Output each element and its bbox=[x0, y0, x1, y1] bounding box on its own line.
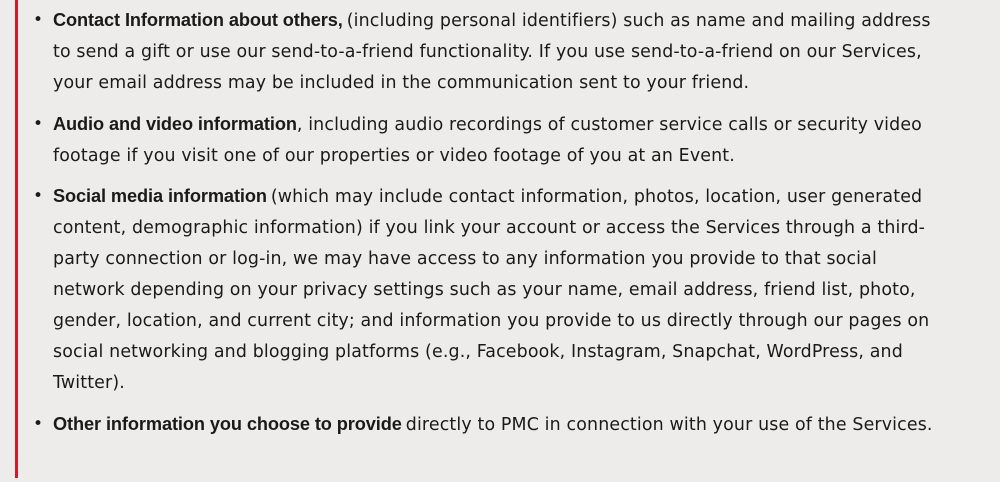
item-heading: Contact Information about others, bbox=[53, 10, 343, 30]
item-heading: Other information you choose to provide bbox=[53, 413, 402, 434]
list-item-other-information bbox=[33, 409, 953, 441]
item-text: (which may include contact information, photos, location, user generated content, demographic information) if you link your account or access the Services through a third-party connection or log-in, we may have access to any information you provide to that social network depending on your privacy settings such as your name, email address, friend list, photo, gender, location, and current city; and information you provide to us directly through our pages on social networking and blogging platforms (e.g., Facebook, Instagram, Snapchat, WordPress, and Twitter). bbox=[53, 187, 930, 393]
item-text: , including audio recordings of customer service calls or security video footage if you visit one of our properties or video footage of you at an Event. bbox=[53, 114, 922, 166]
item-heading: Audio and video information bbox=[53, 113, 297, 134]
bullet-icon: • bbox=[33, 413, 44, 434]
left-accent-rule bbox=[15, 0, 18, 478]
information-category-list bbox=[33, 5, 953, 450]
item-heading: Social media information bbox=[53, 186, 267, 206]
list-item-social-media bbox=[33, 181, 953, 399]
bullet-icon: • bbox=[33, 186, 44, 206]
item-text: (including personal identifiers) such as name and mailing address to send a gift or use our send-to-a-friend functionality. If you use send-to-a-friend on our Services, your email address may be included in the communication sent to your friend. bbox=[53, 11, 931, 93]
bullet-icon: • bbox=[33, 113, 44, 134]
item-text: directly to PMC in connection with your use of the Services. bbox=[405, 414, 933, 435]
bullet-icon: • bbox=[33, 10, 44, 30]
list-item-contact-information bbox=[33, 5, 953, 99]
list-item-audio-video bbox=[33, 109, 953, 172]
